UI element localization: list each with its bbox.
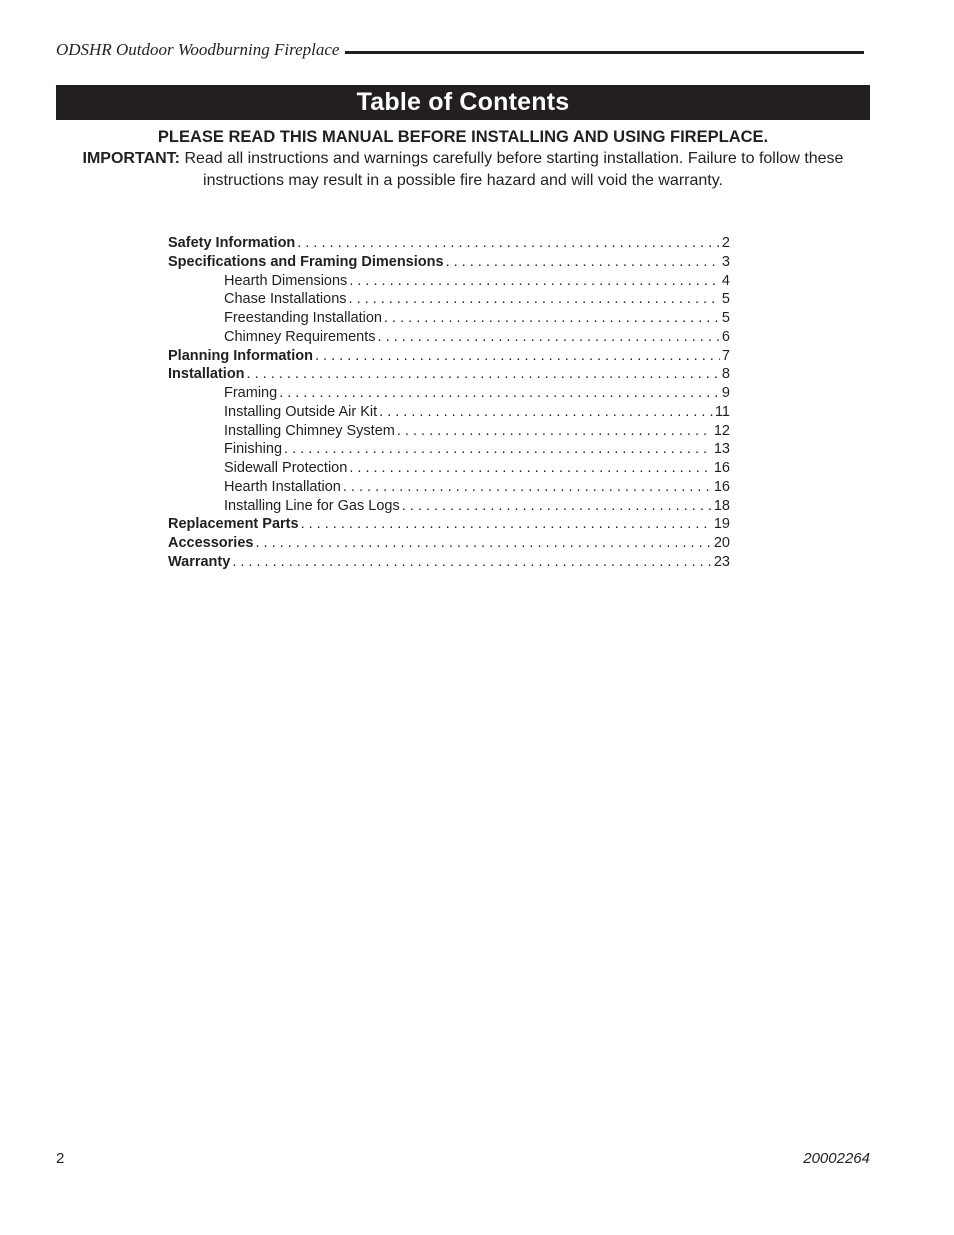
toc-dot-leader — [247, 365, 720, 384]
toc-entry[interactable] — [168, 478, 730, 497]
toc-dot-leader — [301, 515, 712, 534]
toc-entry-page: 18 — [713, 497, 730, 514]
toc-entry-label: Safety Information — [168, 235, 296, 251]
toc-entry-page: 8 — [721, 366, 730, 383]
toc-entry[interactable] — [168, 347, 730, 366]
toc-entry-page: 2 — [721, 235, 730, 251]
read-manual-notice — [56, 126, 870, 192]
toc-entry[interactable] — [168, 515, 730, 534]
toc-dot-leader — [232, 553, 712, 572]
toc-dot-leader — [446, 253, 720, 272]
toc-dot-leader — [343, 478, 712, 497]
toc-dot-leader — [349, 459, 712, 478]
toc-dot-leader — [315, 347, 720, 366]
document-number: 20002264 — [803, 1150, 870, 1167]
toc-dot-leader — [284, 440, 712, 459]
toc-dot-leader — [255, 534, 711, 553]
toc-entry-label: Accessories — [168, 535, 254, 551]
toc-entry-page: 11 — [714, 403, 730, 420]
title-banner — [56, 85, 870, 120]
toc-entry-page: 4 — [721, 272, 730, 289]
toc-entry-page: 9 — [721, 385, 730, 401]
toc-entry-label: Chase Installations — [224, 291, 347, 308]
toc-entry-label: Installing Line for Gas Logs — [224, 497, 400, 514]
toc-entry-label: Replacement Parts — [168, 516, 299, 533]
toc-entry-label: Planning Information — [168, 347, 313, 364]
toc-dot-leader — [349, 272, 720, 291]
toc-dot-leader — [279, 384, 720, 403]
running-title: ODSHR Outdoor Woodburning Fireplace — [56, 40, 340, 59]
page-title: Table of Contents — [356, 88, 570, 116]
toc-entry[interactable] — [168, 497, 730, 516]
toc-entry-page: 7 — [721, 347, 730, 364]
toc-dot-leader — [378, 328, 720, 347]
toc-entry-label: Framing — [224, 385, 278, 401]
header-rule — [345, 51, 864, 54]
toc-entry[interactable] — [168, 403, 730, 422]
toc-entry[interactable] — [168, 422, 730, 441]
toc-entry-page: 20 — [713, 535, 730, 551]
important-notice — [56, 148, 870, 192]
toc-entry-label: Installing Chimney System — [224, 422, 395, 439]
toc-dot-leader — [297, 234, 720, 253]
toc-entry-page: 5 — [721, 310, 730, 326]
toc-entry-page: 13 — [713, 441, 730, 458]
toc-entry[interactable] — [168, 384, 730, 403]
toc-entry[interactable] — [168, 272, 730, 291]
toc-entry-page: 5 — [721, 291, 730, 308]
toc-entry-label: Hearth Installation — [224, 478, 341, 495]
toc-entry-page: 19 — [713, 516, 730, 533]
page-number: 2 — [56, 1150, 65, 1167]
toc-entry-page: 16 — [713, 460, 730, 476]
toc-dot-leader — [349, 290, 720, 309]
toc-dot-leader — [384, 309, 720, 328]
toc-entry[interactable] — [168, 534, 730, 553]
toc-entry-page: 16 — [713, 478, 730, 495]
toc-entry-label: Warranty — [168, 553, 231, 570]
toc-entry-label: Finishing — [224, 441, 283, 458]
toc-entry-label: Specifications and Framing Dimensions — [168, 253, 444, 270]
toc-entry-label: Hearth Dimensions — [224, 272, 348, 289]
toc-dot-leader — [397, 422, 712, 441]
toc-entry[interactable] — [168, 309, 730, 328]
table-of-contents — [168, 234, 730, 572]
toc-entry[interactable] — [168, 440, 730, 459]
toc-entry[interactable] — [168, 253, 730, 272]
toc-dot-leader — [402, 497, 712, 516]
toc-entry[interactable] — [168, 553, 730, 572]
toc-entry-label: Installing Outside Air Kit — [224, 403, 378, 420]
toc-entry-label: Freestanding Installation — [224, 310, 382, 326]
toc-entry[interactable] — [168, 365, 730, 384]
toc-entry-label: Sidewall Protection — [224, 460, 348, 476]
notice-heading: PLEASE READ THIS MANUAL BEFORE INSTALLING AND USING FIREPLACE. — [157, 128, 769, 146]
important-label: IMPORTANT: — [82, 150, 180, 167]
toc-entry-page: 3 — [721, 253, 730, 270]
toc-entry-page: 12 — [713, 422, 730, 439]
toc-entry-page: 23 — [713, 553, 730, 570]
toc-entry[interactable] — [168, 328, 730, 347]
toc-entry[interactable] — [168, 234, 730, 253]
important-text: Read all instructions and warnings carefully before starting installation. Failure to follow these instructions may result in a possible fire hazard and will void the warranty. — [180, 150, 844, 189]
toc-entry-label: Installation — [168, 366, 245, 383]
toc-entry[interactable] — [168, 459, 730, 478]
toc-entry-label: Chimney Requirements — [224, 328, 376, 345]
toc-dot-leader — [379, 403, 713, 422]
toc-entry-page: 6 — [721, 328, 730, 345]
running-header — [56, 38, 864, 62]
toc-entry[interactable] — [168, 290, 730, 309]
